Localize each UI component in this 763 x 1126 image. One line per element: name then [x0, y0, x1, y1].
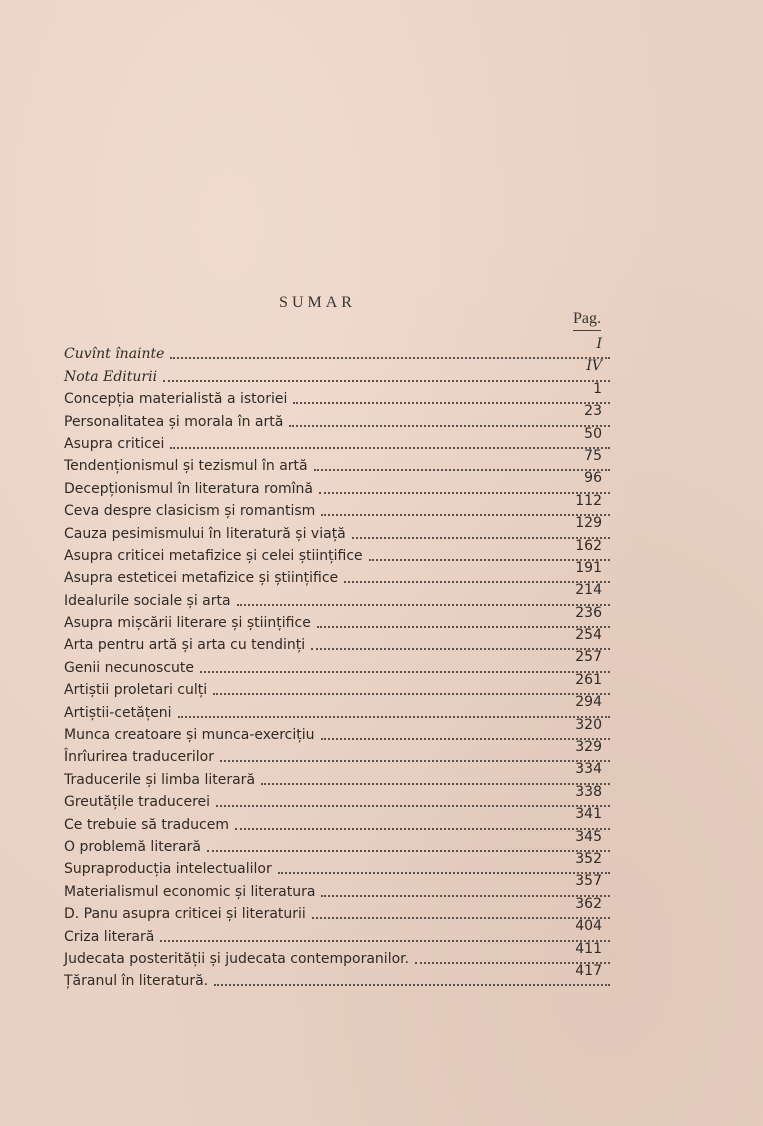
toc-entry	[64, 873, 624, 900]
toc-entry-title: Personalitatea și morala în artă	[64, 413, 284, 430]
dot-leader	[170, 431, 610, 449]
dot-leader	[278, 856, 610, 874]
dot-leader	[314, 453, 610, 471]
toc-entry	[64, 403, 624, 430]
toc-entry-title: Traducerile și limba literară	[64, 771, 256, 788]
toc-entry-page: I	[596, 336, 602, 352]
toc-entry-title: Asupra criticei	[64, 435, 165, 452]
toc-entry	[64, 380, 624, 408]
dot-leader	[369, 543, 610, 561]
dot-leader	[321, 879, 610, 897]
dot-leader	[312, 901, 610, 919]
toc-entry-title: Asupra mișcării literare și științifice	[64, 615, 311, 632]
toc-entry-page: 341	[575, 806, 602, 823]
dot-leader	[319, 476, 610, 494]
toc-entry-page: 96	[584, 470, 602, 487]
toc-entry-page: IV	[586, 358, 602, 375]
toc-entry-page: 129	[575, 515, 602, 532]
dot-leader	[317, 610, 610, 628]
toc-entry-page: 294	[575, 694, 602, 711]
toc-entry-title: Artiștii proletari culți	[64, 682, 208, 699]
toc-entry-title: Ceva despre clasicism și romantism	[64, 503, 316, 520]
dot-leader	[163, 364, 610, 382]
toc-entry	[64, 694, 624, 721]
toc-entry-title: Idealurile sociale și arta	[64, 592, 231, 609]
toc-entry	[64, 470, 624, 497]
toc-entry	[64, 358, 624, 385]
toc-entry-page: 334	[575, 761, 602, 778]
toc-entry	[64, 918, 624, 945]
toc-entry-title: Arta pentru artă și arta cu tendinți	[64, 637, 306, 654]
toc-entry-title: Țăranul în literatură.	[64, 973, 209, 990]
dot-leader	[170, 341, 610, 359]
toc-entry-page: 23	[584, 403, 602, 420]
toc-entry	[64, 783, 624, 811]
toc-entry-page: 214	[575, 582, 602, 599]
toc-entry-page: 162	[575, 537, 602, 554]
dot-leader	[289, 409, 610, 427]
toc-entry-page: 236	[575, 604, 602, 621]
toc-entry-title: Ce trebuie să traducem	[64, 816, 229, 833]
toc-entry-title: Materialismul economic și literatura	[64, 883, 316, 900]
toc-entry	[64, 627, 624, 654]
toc-entry-title: Artiștii-cetățeni	[64, 704, 172, 721]
toc-entry-page: 257	[575, 649, 602, 666]
toc-entry-title: Nota Editurii	[64, 368, 158, 385]
toc-entry	[64, 492, 624, 520]
toc-entry-page: 357	[575, 873, 602, 890]
toc-entry-page: 261	[575, 671, 602, 688]
toc-entry-page: 329	[575, 739, 602, 756]
toc-entry	[64, 962, 624, 990]
toc-entry-page: 345	[575, 828, 602, 845]
toc-entry	[64, 940, 624, 967]
toc-entry	[64, 828, 624, 855]
toc-entry	[64, 582, 624, 609]
toc-entry-page: 191	[575, 559, 602, 576]
dot-leader	[160, 924, 610, 942]
dot-leader	[237, 588, 610, 606]
dot-leader	[293, 386, 610, 404]
toc-entry	[64, 761, 624, 788]
toc-entry	[64, 336, 624, 363]
dot-leader	[214, 968, 610, 986]
toc-entry	[64, 806, 624, 833]
toc-entry-page: 75	[584, 447, 602, 464]
toc-entry	[64, 447, 624, 475]
toc-entry-title: Concepția materialistă a istoriei	[64, 391, 288, 408]
dot-leader	[200, 655, 610, 673]
toc-entry	[64, 537, 624, 564]
page-column-label: Pag.	[573, 310, 601, 331]
toc-entry-page: 338	[575, 783, 602, 800]
dot-leader	[235, 812, 610, 830]
dot-leader	[220, 744, 610, 762]
page-title: SUMAR	[279, 294, 356, 311]
toc-entry	[64, 850, 624, 878]
dot-leader	[344, 565, 610, 583]
dot-leader	[352, 521, 610, 539]
toc-entry-page: 352	[575, 850, 602, 867]
toc-entry-page: 1	[593, 380, 602, 397]
toc-entry-page: 417	[575, 962, 602, 979]
toc-entry	[64, 739, 624, 766]
toc-entry-page: 411	[575, 940, 602, 957]
dot-leader	[321, 722, 610, 740]
toc-entry-title: D. Panu asupra criticei și literaturii	[64, 906, 306, 923]
toc-entry-page: 320	[575, 716, 602, 733]
toc-entry-title: Înrîurirea traducerilor	[64, 749, 215, 766]
table-of-contents	[64, 336, 624, 990]
toc-entry	[64, 716, 624, 744]
toc-entry-title: Supraproducția intelectualilor	[64, 861, 272, 878]
dot-leader	[207, 834, 610, 852]
toc-entry-title: Munca creatoare și munca-exercițiu	[64, 727, 315, 744]
toc-entry-title: Decepționismul în literatura romînă	[64, 480, 314, 497]
toc-entry-title: Cuvînt înainte	[64, 346, 165, 363]
toc-entry-title: Asupra criticei metafizice și celei științifice	[64, 547, 363, 564]
toc-entry-title: Genii necunoscute	[64, 659, 195, 676]
toc-entry-title: Criza literară	[64, 928, 155, 945]
toc-entry	[64, 515, 624, 542]
toc-entry-title: Tendenționismul și tezismul în artă	[64, 458, 308, 475]
toc-entry-title: Judecata posterității și judecata contemporanilor.	[64, 950, 410, 967]
toc-entry-title: Asupra esteticei metafizice și științifice	[64, 570, 339, 587]
toc-entry	[64, 559, 624, 587]
toc-entry-page: 254	[575, 627, 602, 644]
dot-leader	[261, 767, 610, 785]
toc-entry-page: 112	[575, 492, 602, 509]
dot-leader	[311, 632, 610, 650]
toc-entry-title: Greutățile traducerei	[64, 794, 211, 811]
toc-entry	[64, 895, 624, 923]
toc-entry-page: 362	[575, 895, 602, 912]
toc-entry	[64, 671, 624, 699]
toc-entry	[64, 604, 624, 632]
toc-entry-page: 50	[584, 425, 602, 442]
toc-entry-title: O problemă literară	[64, 838, 201, 855]
toc-entry-page: 404	[575, 918, 602, 935]
toc-entry-title: Cauza pesimismului în literatură și viață	[64, 525, 346, 542]
dot-leader	[178, 700, 610, 718]
toc-entry	[64, 649, 624, 676]
dot-leader	[321, 498, 610, 516]
toc-entry	[64, 425, 624, 452]
dot-leader	[216, 789, 610, 807]
dot-leader	[213, 677, 610, 695]
